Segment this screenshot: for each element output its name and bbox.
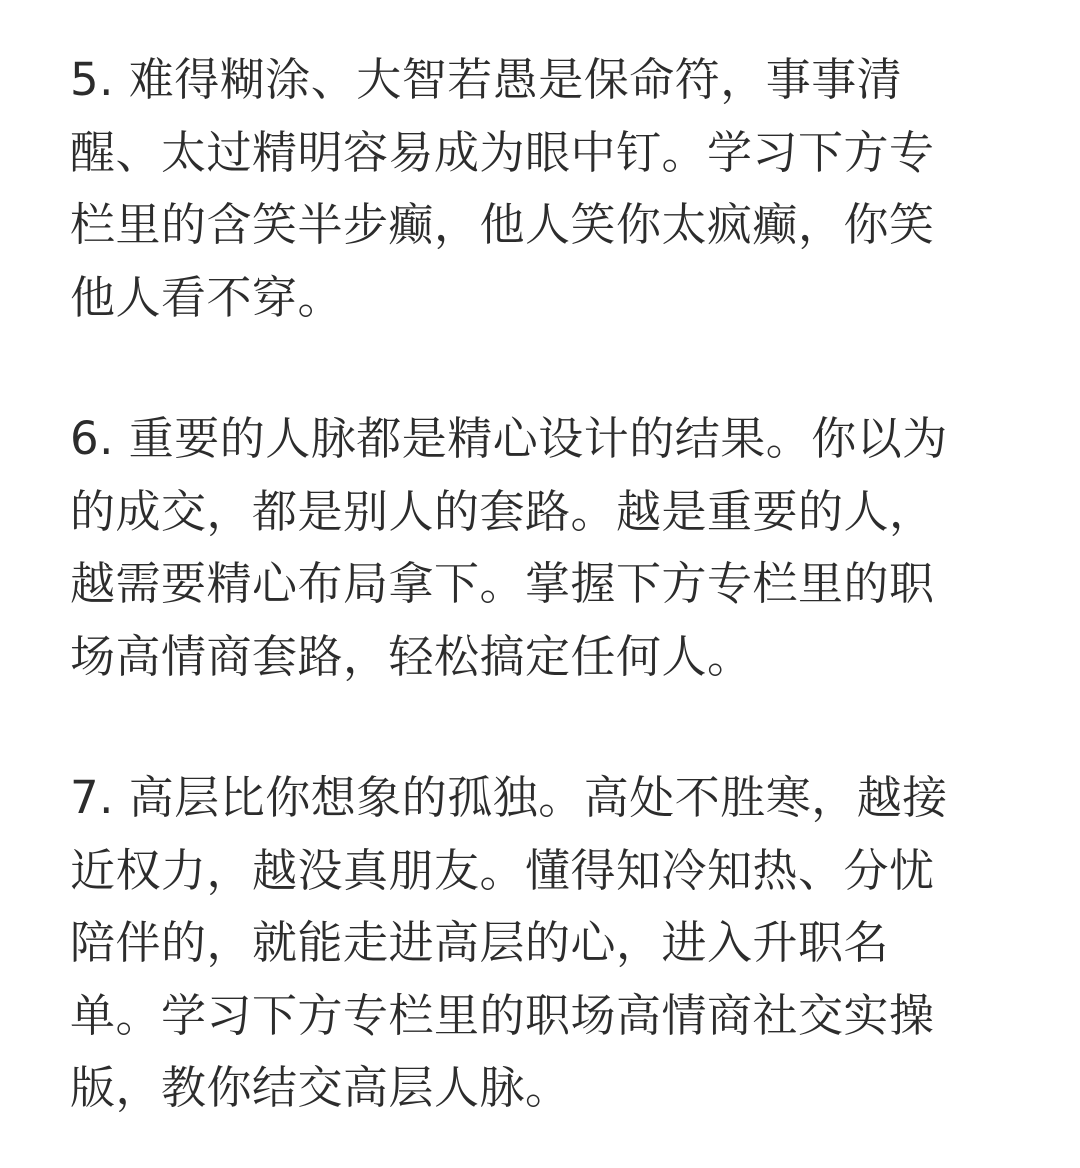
article-body <box>70 44 1000 1125</box>
text-line: 醒、太过精明容易成为眼中钉。学习下方专 <box>70 125 935 179</box>
text-line: 他人看不穿。 <box>70 270 344 324</box>
text-line: 6. 重要的人脉都是精心设计的结果。你以为 <box>70 412 948 465</box>
text-line: 陪伴的，就能走进高层的心，进入升职名 <box>70 916 890 969</box>
paragraph-tip-7 <box>70 762 1000 1125</box>
text-line: 5. 难得糊涂、大智若愚是保命符，事事清 <box>70 53 903 106</box>
text-line: 近权力，越没真朋友。懂得知冷知热、分忧 <box>70 843 935 897</box>
text-line: 的成交，都是别人的套路。越是重要的人， <box>70 484 935 538</box>
text-line: 场高情商套路，轻松搞定任何人。 <box>70 629 753 683</box>
paragraph-tip-5 <box>70 44 1000 334</box>
text-line: 栏里的含笑半步癫，他人笑你太疯癫，你笑 <box>70 198 935 251</box>
text-line: 越需要精心布局拿下。掌握下方专栏里的职 <box>70 557 935 610</box>
text-line: 版，教你结交高层人脉。 <box>70 1061 571 1114</box>
text-line: 7. 高层比你想象的孤独。高处不胜寒，越接 <box>70 771 948 824</box>
text-line: 单。学习下方专栏里的职场高情商社交实操 <box>70 988 935 1042</box>
paragraph-tip-6 <box>70 403 1000 693</box>
